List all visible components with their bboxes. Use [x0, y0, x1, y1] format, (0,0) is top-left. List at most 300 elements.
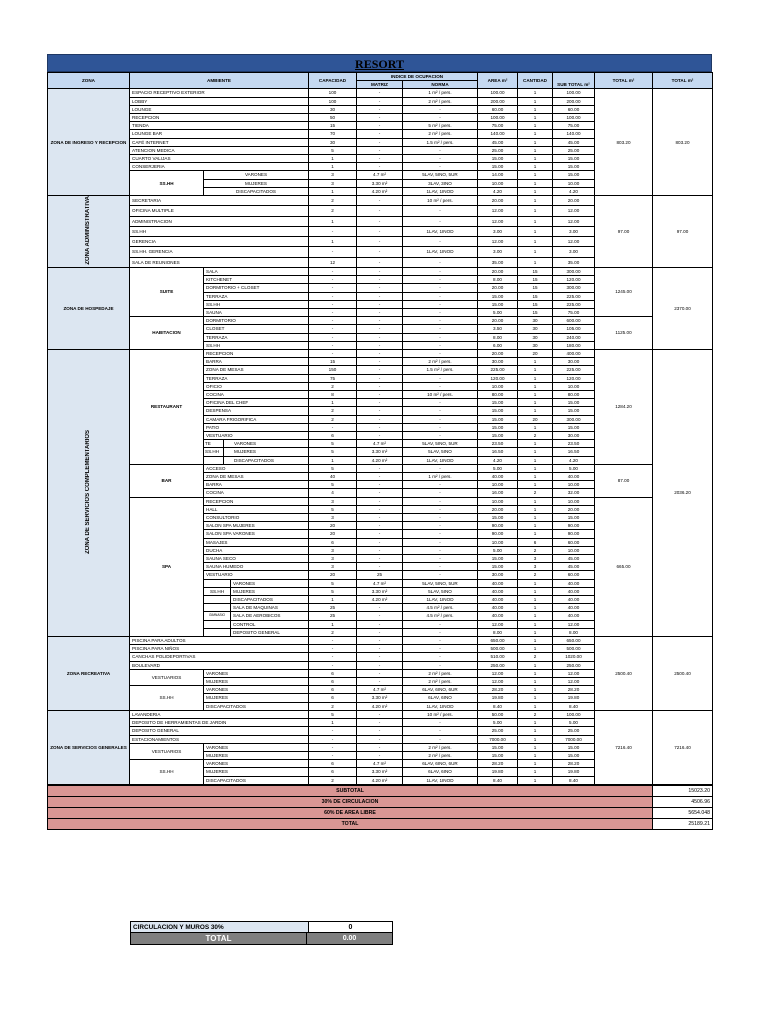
area-cell: 5.00: [478, 308, 518, 316]
area-cell: 20.00: [478, 196, 518, 206]
area-cell: 50.00: [478, 710, 518, 718]
norm-cell: -: [403, 317, 478, 325]
capacity-cell: 1: [309, 155, 357, 163]
subtotal-cell: 28.20: [553, 760, 595, 768]
norm-cell: 1 m² / pers.: [403, 89, 478, 97]
zone-total-cell: 2500.40: [653, 637, 713, 711]
area-cell: 100.00: [478, 114, 518, 122]
area-cell: 5.00: [478, 546, 518, 554]
matrix-cell: -: [357, 735, 403, 743]
col-total1: TOTAL m²: [595, 73, 653, 89]
quantity-cell: 1: [518, 628, 553, 636]
capacity-cell: 5: [309, 505, 357, 513]
ambiente-cell: TIENDA: [130, 122, 309, 130]
capacity-cell: 5: [309, 146, 357, 154]
matrix-cell: 3.30 m²: [357, 179, 403, 187]
quantity-cell: 2: [518, 710, 553, 718]
subtotal-cell: 60.00: [553, 105, 595, 113]
ambiente-cell: [204, 456, 309, 464]
norm-cell: 2 m² / pers.: [403, 751, 478, 759]
col-zona: ZONA: [48, 73, 130, 89]
ambiente-cell: VESTUARIO: [204, 431, 309, 439]
matrix-cell: -: [357, 530, 403, 538]
ambiente-cell: DISCAPACITADOS: [204, 187, 309, 195]
ambiente-cell: [204, 579, 309, 587]
area-cell: 10.00: [478, 538, 518, 546]
ambiente-cell: PISCINA PARA ADULTOS: [130, 637, 309, 645]
capacity-cell: 4: [309, 489, 357, 497]
ambiente-cell: SS.HH: [204, 341, 309, 349]
norm-cell: 1LAV, 1INOD: [403, 702, 478, 710]
quantity-cell: 1: [518, 776, 553, 784]
area-cell: 90.00: [478, 522, 518, 530]
matrix-cell: -: [357, 382, 403, 390]
capacity-cell: -: [309, 284, 357, 292]
subtotal-cell: 12.00: [553, 678, 595, 686]
capacity-cell: 3: [309, 179, 357, 187]
ambiente-cell: GERENCIA: [130, 237, 309, 247]
area-cell: 19.80: [478, 768, 518, 776]
norm-cell: 1.5 m² / pers.: [403, 138, 478, 146]
ambiente-cell: CAMARA FRIGORIFICA: [204, 415, 309, 423]
area-cell: 12.00: [478, 620, 518, 628]
norm-cell: 2 m² / pers.: [403, 678, 478, 686]
area-cell: 90.00: [478, 530, 518, 538]
norm-cell: -: [403, 727, 478, 735]
capacity-cell: -: [309, 727, 357, 735]
quantity-cell: 1: [518, 206, 553, 216]
quantity-cell: 1: [518, 196, 553, 206]
totals-row: [48, 807, 713, 818]
norm-cell: -: [403, 284, 478, 292]
gym-prefix: [204, 604, 231, 611]
quantity-cell: 1: [518, 97, 553, 105]
totals-value: 4506.96: [653, 796, 713, 807]
norm-cell: -: [403, 237, 478, 247]
norm-cell: -: [403, 637, 478, 645]
capacity-cell: -: [309, 276, 357, 284]
matrix-cell: -: [357, 612, 403, 620]
ambiente-cell: [204, 448, 309, 456]
matrix-cell: -: [357, 464, 403, 472]
norm-cell: -: [403, 163, 478, 171]
quantity-cell: 1: [518, 122, 553, 130]
capacity-cell: 6: [309, 538, 357, 546]
ambiente-cell: PATIO: [204, 423, 309, 431]
matrix-cell: -: [357, 546, 403, 554]
subtotal-cell: 12.00: [553, 216, 595, 226]
restaurant-label: RESTAURANT: [130, 349, 204, 464]
ambiente-cell: DUCHA: [204, 546, 309, 554]
quantity-cell: 1: [518, 612, 553, 620]
quantity-cell: 1: [518, 464, 553, 472]
area-cell: 140.00: [478, 130, 518, 138]
matrix-cell: -: [357, 727, 403, 735]
area-cell: 10.00: [478, 382, 518, 390]
ambiente-cell: CLOSET: [204, 325, 309, 333]
subtotal-cell: 90.00: [553, 530, 595, 538]
capacity-cell: 2: [309, 776, 357, 784]
table-row: [48, 196, 713, 206]
norm-cell: 1LAV, 1INOD: [403, 456, 478, 464]
subtotal-cell: 15.00: [553, 743, 595, 751]
group-total-cell: 665.00: [595, 497, 653, 636]
subtotal-cell: 45.00: [553, 138, 595, 146]
zone-total-cell: 7216.40: [653, 710, 713, 784]
ambiente-cell: SS.HH: [204, 300, 309, 308]
ambiente-cell: ESTACIONAMIENTOS: [130, 735, 309, 743]
suite-label: SUITE: [130, 267, 204, 316]
ambiente-cell: DORMITORIO + CLOSET: [204, 284, 309, 292]
quantity-cell: 1: [518, 399, 553, 407]
quantity-cell: 1: [518, 751, 553, 759]
quantity-cell: 1: [518, 105, 553, 113]
capacity-cell: 25: [309, 604, 357, 612]
ambiente-cell: VESTUARIO: [204, 571, 309, 579]
spa-label: SPA: [130, 497, 204, 636]
area-cell: 16.00: [478, 489, 518, 497]
capacity-cell: -: [309, 653, 357, 661]
capacity-cell: 2: [309, 628, 357, 636]
subtotal-cell: 12.00: [553, 206, 595, 216]
subtotal-cell: 45.00: [553, 555, 595, 563]
summary-total-row: [130, 933, 393, 945]
group-total-cell: 1125.00: [595, 317, 653, 350]
ambiente-cell: DISCAPACITADOS: [204, 776, 309, 784]
sshh-name: MUJERES: [234, 449, 256, 455]
quantity-cell: 1: [518, 374, 553, 382]
subtotal-cell: 20.00: [553, 505, 595, 513]
subtotal-cell: 40.00: [553, 604, 595, 612]
ambiente-cell: CONSERJERIA: [130, 163, 309, 171]
table-row: [48, 497, 713, 505]
ambiente-cell: OFICINA MULTIPLE: [130, 206, 309, 216]
quantity-cell: 15: [518, 276, 553, 284]
ambiente-cell: SALA DE REUNIONES: [130, 257, 309, 267]
subtotal-cell: 250.00: [553, 661, 595, 669]
area-cell: 40.00: [478, 473, 518, 481]
table-row: [48, 637, 713, 645]
totals-row: [48, 785, 713, 796]
matrix-cell: -: [357, 105, 403, 113]
norm-cell: -: [403, 333, 478, 341]
sshh-prefix: SS.HH: [204, 588, 231, 595]
summary-total-label: TOTAL: [205, 934, 232, 943]
capacity-cell: 1: [309, 237, 357, 247]
matrix-cell: -: [357, 146, 403, 154]
norm-cell: -: [403, 497, 478, 505]
ambiente-cell: HALL: [204, 505, 309, 513]
quantity-cell: 1: [518, 390, 553, 398]
totals-table: [47, 785, 713, 830]
norm-cell: 10 m² / pers.: [403, 710, 478, 718]
vestuarios-label: VESTUARIOS: [130, 669, 204, 685]
sheet-title: RESORT: [47, 54, 712, 72]
ambiente-cell: BARRA: [204, 358, 309, 366]
table-row: [48, 317, 713, 325]
capacity-cell: -: [309, 661, 357, 669]
matrix-cell: -: [357, 276, 403, 284]
quantity-cell: 2: [518, 653, 553, 661]
matrix-cell: -: [357, 226, 403, 236]
ambiente-cell: CONSULTORIO: [204, 514, 309, 522]
norm-cell: -: [403, 382, 478, 390]
area-cell: 10.00: [478, 497, 518, 505]
sshh-subcell: [204, 457, 308, 464]
norm-cell: -: [403, 530, 478, 538]
area-cell: 8.00: [478, 276, 518, 284]
norm-cell: 1LAV, 1INOD: [403, 187, 478, 195]
norm-cell: 6LAV, 6INO, 6UR: [403, 760, 478, 768]
capacity-cell: -: [309, 317, 357, 325]
subtotal-cell: 650.00: [553, 637, 595, 645]
area-cell: 650.00: [478, 637, 518, 645]
norm-cell: -: [403, 514, 478, 522]
subtotal-cell: 20.00: [553, 196, 595, 206]
area-cell: 3.50: [478, 325, 518, 333]
quantity-cell: 2: [518, 571, 553, 579]
quantity-cell: 20: [518, 349, 553, 357]
norm-cell: -: [403, 300, 478, 308]
matrix-cell: -: [357, 751, 403, 759]
norm-cell: 3LAV, 3INO: [403, 179, 478, 187]
totals-row: [48, 796, 713, 807]
subtotal-cell: 120.00: [553, 374, 595, 382]
area-cell: 60.00: [478, 105, 518, 113]
capacity-cell: -: [309, 751, 357, 759]
ambiente-cell: SALON SPA MUJERES: [204, 522, 309, 530]
capacity-cell: 1: [309, 719, 357, 727]
subtotal-cell: 15.00: [553, 407, 595, 415]
ambiente-cell: CANCHAS POLIDEPORTIVAS: [130, 653, 309, 661]
quantity-cell: 6: [518, 538, 553, 546]
matrix-cell: 4.7 m²: [357, 686, 403, 694]
area-cell: 8.40: [478, 702, 518, 710]
quantity-cell: 1: [518, 216, 553, 226]
area-cell: 45.00: [478, 138, 518, 146]
subtotal-cell: 15.00: [553, 155, 595, 163]
norm-cell: 5LAV, 5INO: [403, 448, 478, 456]
norm-cell: 1LAV, 1INOD: [403, 596, 478, 604]
quantity-cell: 1: [518, 247, 553, 257]
subtotal-cell: 75.00: [553, 122, 595, 130]
subtotal-cell: 10.00: [553, 382, 595, 390]
quantity-cell: 20: [518, 415, 553, 423]
norm-cell: -: [403, 267, 478, 275]
subtotal-cell: 40.00: [553, 596, 595, 604]
subtotal-cell: 23.50: [553, 440, 595, 448]
sshh-name: VARONES: [233, 580, 256, 586]
area-cell: 40.00: [478, 596, 518, 604]
capacity-cell: 3: [309, 497, 357, 505]
matrix-cell: -: [357, 669, 403, 677]
quantity-cell: 1: [518, 448, 553, 456]
area-cell: 80.00: [478, 390, 518, 398]
ambiente-cell: OFICIO: [204, 382, 309, 390]
area-cell: 14.00: [478, 171, 518, 179]
norm-cell: -: [403, 308, 478, 316]
capacity-cell: 3: [309, 563, 357, 571]
area-table: [47, 72, 713, 785]
quantity-cell: 15: [518, 284, 553, 292]
subtotal-cell: 60.00: [553, 538, 595, 546]
capacity-cell: 5: [309, 481, 357, 489]
norm-cell: -: [403, 114, 478, 122]
ambiente-cell: LOBBY: [130, 97, 309, 105]
matrix-cell: 4.7 m²: [357, 171, 403, 179]
sshh-name: VARONES: [234, 441, 257, 447]
zone-total-cell: 2036.20: [653, 349, 713, 636]
matrix-cell: -: [357, 604, 403, 612]
quantity-cell: 1: [518, 366, 553, 374]
capacity-cell: 70: [309, 130, 357, 138]
group-total-cell: 87.00: [595, 464, 653, 497]
matrix-cell: -: [357, 325, 403, 333]
matrix-cell: -: [357, 653, 403, 661]
quantity-cell: 1: [518, 114, 553, 122]
norm-cell: 4.5 m² / pers.: [403, 604, 478, 612]
ambiente-cell: VARONES: [204, 686, 309, 694]
norm-cell: -: [403, 349, 478, 357]
matrix-cell: -: [357, 415, 403, 423]
group-total-cell: 1245.00: [595, 267, 653, 316]
area-cell: 20.00: [478, 317, 518, 325]
subtotal-cell: 4.20: [553, 456, 595, 464]
quantity-cell: 1: [518, 702, 553, 710]
capacity-cell: -: [309, 637, 357, 645]
subtotal-cell: 15.00: [553, 163, 595, 171]
subtotal-cell: 10.00: [553, 481, 595, 489]
norm-cell: 5LAV, 5INO, 5UR: [403, 171, 478, 179]
sshh-prefix: SS.HH: [204, 448, 224, 455]
quantity-cell: 30: [518, 341, 553, 349]
capacity-cell: 5: [309, 587, 357, 595]
area-cell: 200.00: [478, 97, 518, 105]
matrix-cell: -: [357, 130, 403, 138]
matrix-cell: -: [357, 216, 403, 226]
subtotal-cell: 60.00: [553, 571, 595, 579]
capacity-cell: 2: [309, 702, 357, 710]
circulation-value: 0: [308, 922, 392, 932]
quantity-cell: 30: [518, 325, 553, 333]
totals-label: SUBTOTAL: [48, 785, 653, 796]
norm-cell: -: [403, 628, 478, 636]
ambiente-cell: COCINA: [204, 390, 309, 398]
norm-cell: 6LAV, 6INO: [403, 768, 478, 776]
capacity-cell: -: [309, 423, 357, 431]
area-cell: 4.20: [478, 187, 518, 195]
area-cell: 4.20: [478, 456, 518, 464]
zone-admin: [48, 196, 130, 268]
subtotal-cell: 10.00: [553, 179, 595, 187]
area-cell: 500.00: [478, 645, 518, 653]
area-cell: 10.00: [478, 179, 518, 187]
norm-cell: 10 m² / pers.: [403, 196, 478, 206]
ambiente-cell: SS.HH: [130, 226, 309, 236]
ambiente-cell: DEPOSITO DE HERRAMIENTAS DE JARDIN: [130, 719, 309, 727]
quantity-cell: 1: [518, 727, 553, 735]
area-cell: 8.00: [478, 333, 518, 341]
subtotal-cell: 300.00: [553, 415, 595, 423]
sshh-subcell: [204, 588, 308, 595]
norm-cell: 1LAV, 1INOD: [403, 776, 478, 784]
area-cell: 510.00: [478, 653, 518, 661]
subtotal-cell: 7000.00: [553, 735, 595, 743]
quantity-cell: 1: [518, 440, 553, 448]
table-row: [48, 349, 713, 357]
capacity-cell: 3: [309, 171, 357, 179]
capacity-cell: 6: [309, 686, 357, 694]
capacity-cell: -: [309, 645, 357, 653]
matrix-cell: 4.20 m²: [357, 596, 403, 604]
quantity-cell: 2: [518, 546, 553, 554]
norm-cell: 4.5 m² / pers.: [403, 612, 478, 620]
col-total2: TOTAL m²: [653, 73, 713, 89]
capacity-cell: 20: [309, 530, 357, 538]
subtotal-cell: 25.00: [553, 146, 595, 154]
sshh-subcell: [204, 440, 308, 447]
quantity-cell: 1: [518, 138, 553, 146]
quantity-cell: 1: [518, 768, 553, 776]
capacity-cell: -: [309, 247, 357, 257]
area-cell: 40.00: [478, 612, 518, 620]
subtotal-cell: 15.00: [553, 514, 595, 522]
matrix-cell: -: [357, 538, 403, 546]
area-cell: 6.00: [478, 341, 518, 349]
matrix-cell: -: [357, 366, 403, 374]
ambiente-cell: VARONES: [204, 743, 309, 751]
subtotal-cell: 75.00: [553, 308, 595, 316]
capacity-cell: 3: [309, 546, 357, 554]
norm-cell: -: [403, 341, 478, 349]
capacity-cell: 25: [309, 612, 357, 620]
gym-prefix: [204, 629, 231, 636]
capacity-cell: -: [309, 226, 357, 236]
vestuarios-label: VESTUARIOS: [130, 743, 204, 759]
subtotal-cell: 30.00: [553, 358, 595, 366]
quantity-cell: 1: [518, 407, 553, 415]
col-cantidad: CANTIDAD: [518, 73, 553, 89]
area-cell: 15.00: [478, 563, 518, 571]
subtotal-cell: 200.00: [553, 97, 595, 105]
norm-cell: -: [403, 431, 478, 439]
area-cell: 75.00: [478, 122, 518, 130]
quantity-cell: 30: [518, 317, 553, 325]
subtotal-cell: 15.00: [553, 171, 595, 179]
subtotal-cell: 600.00: [553, 317, 595, 325]
capacity-cell: 6: [309, 694, 357, 702]
area-cell: 12.00: [478, 669, 518, 677]
matrix-cell: 25: [357, 571, 403, 579]
subtotal-cell: 140.00: [553, 130, 595, 138]
totals-value: 5654.048: [653, 807, 713, 818]
norm-cell: -: [403, 423, 478, 431]
matrix-cell: -: [357, 628, 403, 636]
matrix-cell: -: [357, 497, 403, 505]
quantity-cell: 1: [518, 130, 553, 138]
area-cell: 7000.00: [478, 735, 518, 743]
matrix-cell: -: [357, 308, 403, 316]
norm-cell: 10 m² / pers.: [403, 390, 478, 398]
quantity-cell: 1: [518, 661, 553, 669]
area-cell: 5.00: [478, 464, 518, 472]
norm-cell: 6LAV, 6INO, 6UR: [403, 686, 478, 694]
quantity-cell: 1: [518, 226, 553, 236]
area-cell: 12.00: [478, 216, 518, 226]
matrix-cell: -: [357, 743, 403, 751]
quantity-cell: 1: [518, 678, 553, 686]
matrix-cell: -: [357, 505, 403, 513]
